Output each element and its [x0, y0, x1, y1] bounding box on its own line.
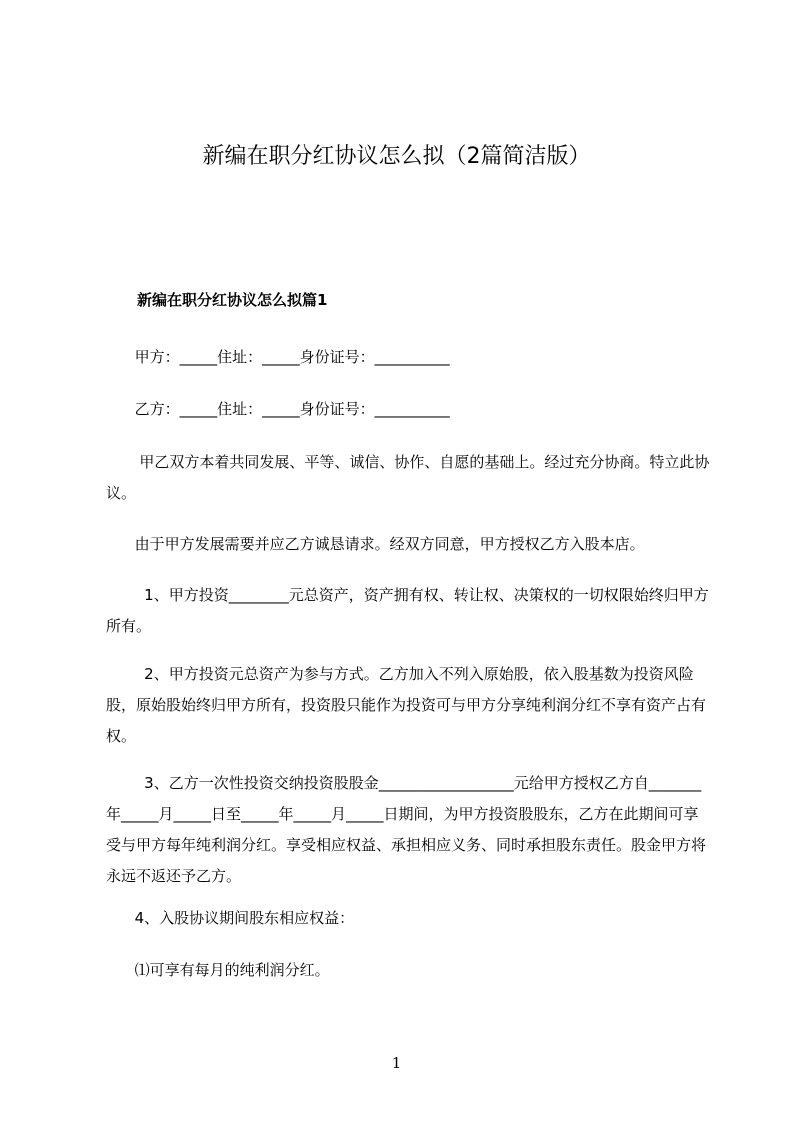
page-number: 1: [391, 1054, 402, 1072]
clause-4-paragraph: 4、入股协议期间股东相应权益：: [106, 909, 355, 927]
clause-1-paragraph: 1、甲方投资________元总资产，资产拥有权、转让权、决策权的一切权限始终归甲方所有。: [106, 586, 709, 635]
clause-4-item-1: ⑴可享有每月的纯利润分红。: [106, 961, 330, 979]
clause-3-paragraph: 3、乙方一次性投资交纳投资股股金__________________元给甲方授权乙方自_______年_____月_____日至_____年_____月_____日期间，为甲方投资股股东，乙方在此期间可享受与甲方每年纯利润分红。享受相应权益、承担相应义务、同时承担股东责任。股金甲方将永远不返还予乙方。: [106, 774, 707, 885]
section-heading: 新编在职分红协议怎么拟篇1: [137, 291, 328, 309]
document-title: 新编在职分红协议怎么拟（2篇简洁版）: [202, 144, 591, 169]
party-b-line: 乙方：_____住址：_____身份证号：__________: [106, 400, 450, 418]
preamble-paragraph: 甲乙双方本着共同发展、平等、诚信、协作、自愿的基础上。经过充分协商。特立此协议。: [106, 453, 710, 502]
clause-2-paragraph: 2、甲方投资元总资产为参与方式。乙方加入不列入原始股，依入股基数为投资风险股，原始股始终归甲方所有，投资股只能作为投资可与甲方分享纯利润分红不享有资产占有权。: [106, 665, 707, 745]
party-a-line: 甲方：_____住址：_____身份证号：__________: [106, 348, 450, 366]
authorization-paragraph: 由于甲方发展需要并应乙方诚恳请求。经双方同意，甲方授权乙方入股本店。: [106, 535, 645, 553]
